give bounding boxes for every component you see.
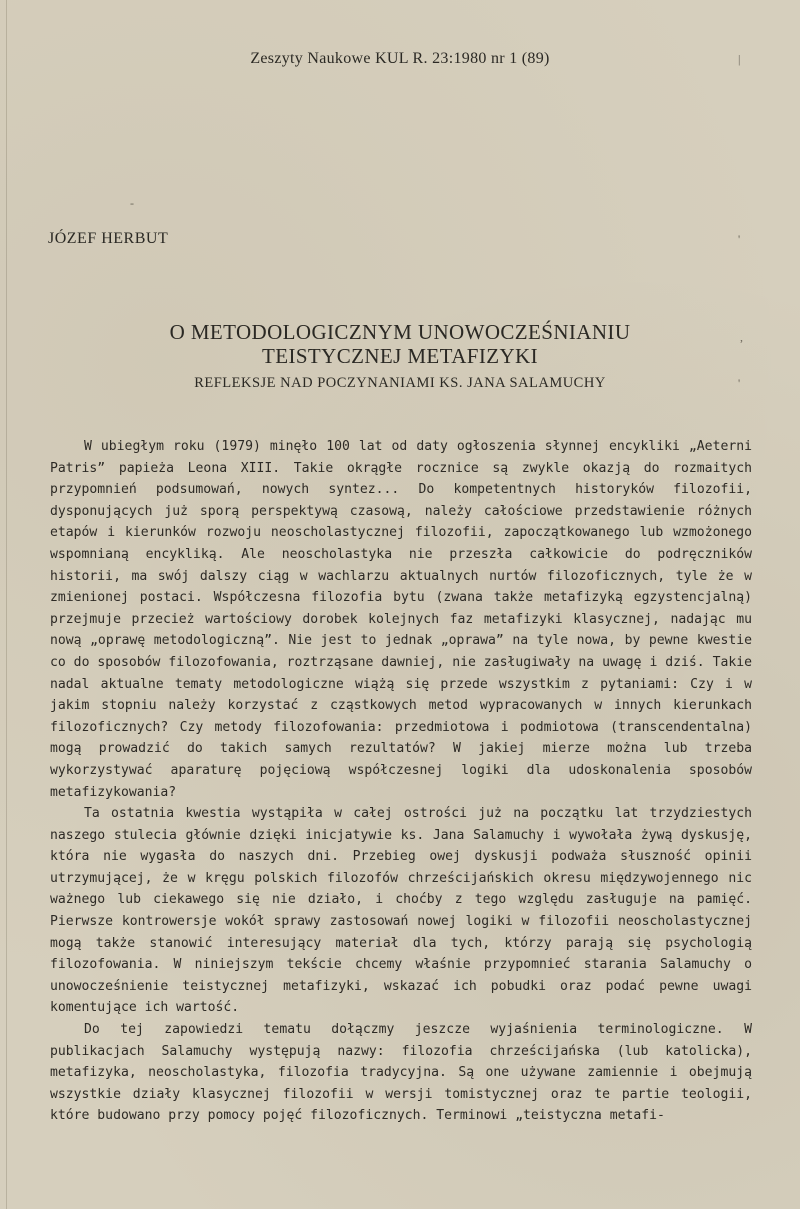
title-line-1: O METODOLOGICZNYM UNOWOCZEŚNIANIU: [169, 320, 631, 344]
paragraph: Ta ostatnia kwestia wystąpiła w całej ostrości już na początku lat trzydziestych naszego stulecia głównie dzięki inicjatywie ks. Jana Salamuchy i wywołała żywą dyskusję, która nie wygasła do naszych dni. Przebieg owej dyskusji podważa słuszność opinii utrzymującej, że w kręgu polskich filozofów chrześcijańskich okresu międzywojennego nic ważnego lub ciekawego się nie działo, i choćby z tego względu zasługuje na pamięć. Pierwsze kontrowersje wokół sprawy zastosowań nowej logiki w filozofii neoscholastycznej mogą także stanowić interesujący materiał dla tych, którzy parają się psychologią filozofowania. W niniejszym tekście chcemy właśnie przypomnieć starania Salamuchy o unowocześnienie teistycznej metafizyki, wskazać ich pobudki oraz podać pewne uwagi komentujące ich wartość.: [50, 806, 752, 1016]
article-title: [0, 320, 800, 368]
author-name: JÓZEF HERBUT: [48, 230, 169, 247]
journal-header: Zeszyty Naukowe KUL R. 23:1980 nr 1 (89): [250, 50, 550, 67]
paragraph: Do tej zapowiedzi tematu dołączmy jeszcze wyjaśnienia terminologiczne. W publikacjach Salamuchy występują nazwy: filozofia chrześcijańska (lub katolicka), metafizyka, neoscholastyka, filozofia tradycyjna. Są one używane zamiennie i obejmują wszystkie działy klasycznej filozofii w wersji tomistycznej oraz te partie teologii, które budowano przy pomocy pojęć filozoficznych. Terminowi „teistyczna metafi-: [50, 1022, 752, 1124]
margin-mark: -: [130, 196, 134, 210]
article-body: [50, 436, 752, 1127]
margin-mark: ': [738, 376, 741, 390]
margin-mark: ,: [740, 330, 743, 344]
article-subtitle: REFLEKSJE NAD POCZYNANIAMI KS. JANA SALAMUCHY: [194, 375, 606, 391]
page-edge-shadow: [6, 0, 7, 1209]
margin-mark: |: [738, 52, 741, 66]
margin-mark: ': [738, 232, 741, 246]
title-line-2: TEISTYCZNEJ METAFIZYKI: [261, 344, 538, 368]
paragraph: W ubiegłym roku (1979) minęło 100 lat od daty ogłoszenia słynnej encykliki „Aeterni Patris” papieża Leona XIII. Takie okrągłe rocznice są zwykle okazją do rozmaitych przypomnień podsumowań, nowych syntez... Do kompetentnych historyków filozofii, dysponujących już sporą perspektywą czasową, należy całościowe przedstawienie różnych etapów i kierunków rozwoju neoscholastycznej filozofii, zapoczątkowanego lub wzmożonego wspomnianą encykliką. Ale neoscholastyka nie przeszła całkowicie do podręczników historii, ma swój dalszy ciąg w wachlarzu aktualnych nurtów filozoficznych, tyle że w zmienionej postaci. Współczesna filozofia bytu (zwana także metafizyką egzystencjalną) przejmuje przecież wartościowy dorobek kolejnych faz metafizyki klasycznej, nadając mu nową „oprawę metodologiczną”. Nie jest to jednak „oprawa” na tyle nowa, by pewne kwestie co do sposobów filozofowania, roztrząsane dawniej, nie zasługiwały na uwagę i dziś. Takie nadal aktualne tematy metodologiczne wiążą się przede wszystkim z pytaniami: Czy i w jakim stopniu należy korzystać z cząstkowych metod wypracowanych w innych kierunkach filozoficznych? Czy metody filozofowania: przedmiotowa i podmiotowa (transcendentalna) mogą prowadzić do takich samych rezultatów? W jakiej mierze można lub trzeba wykorzystywać aparaturę pojęciową współczesnej logiki dla udoskonalenia sposobów metafizykowania?: [50, 439, 752, 800]
